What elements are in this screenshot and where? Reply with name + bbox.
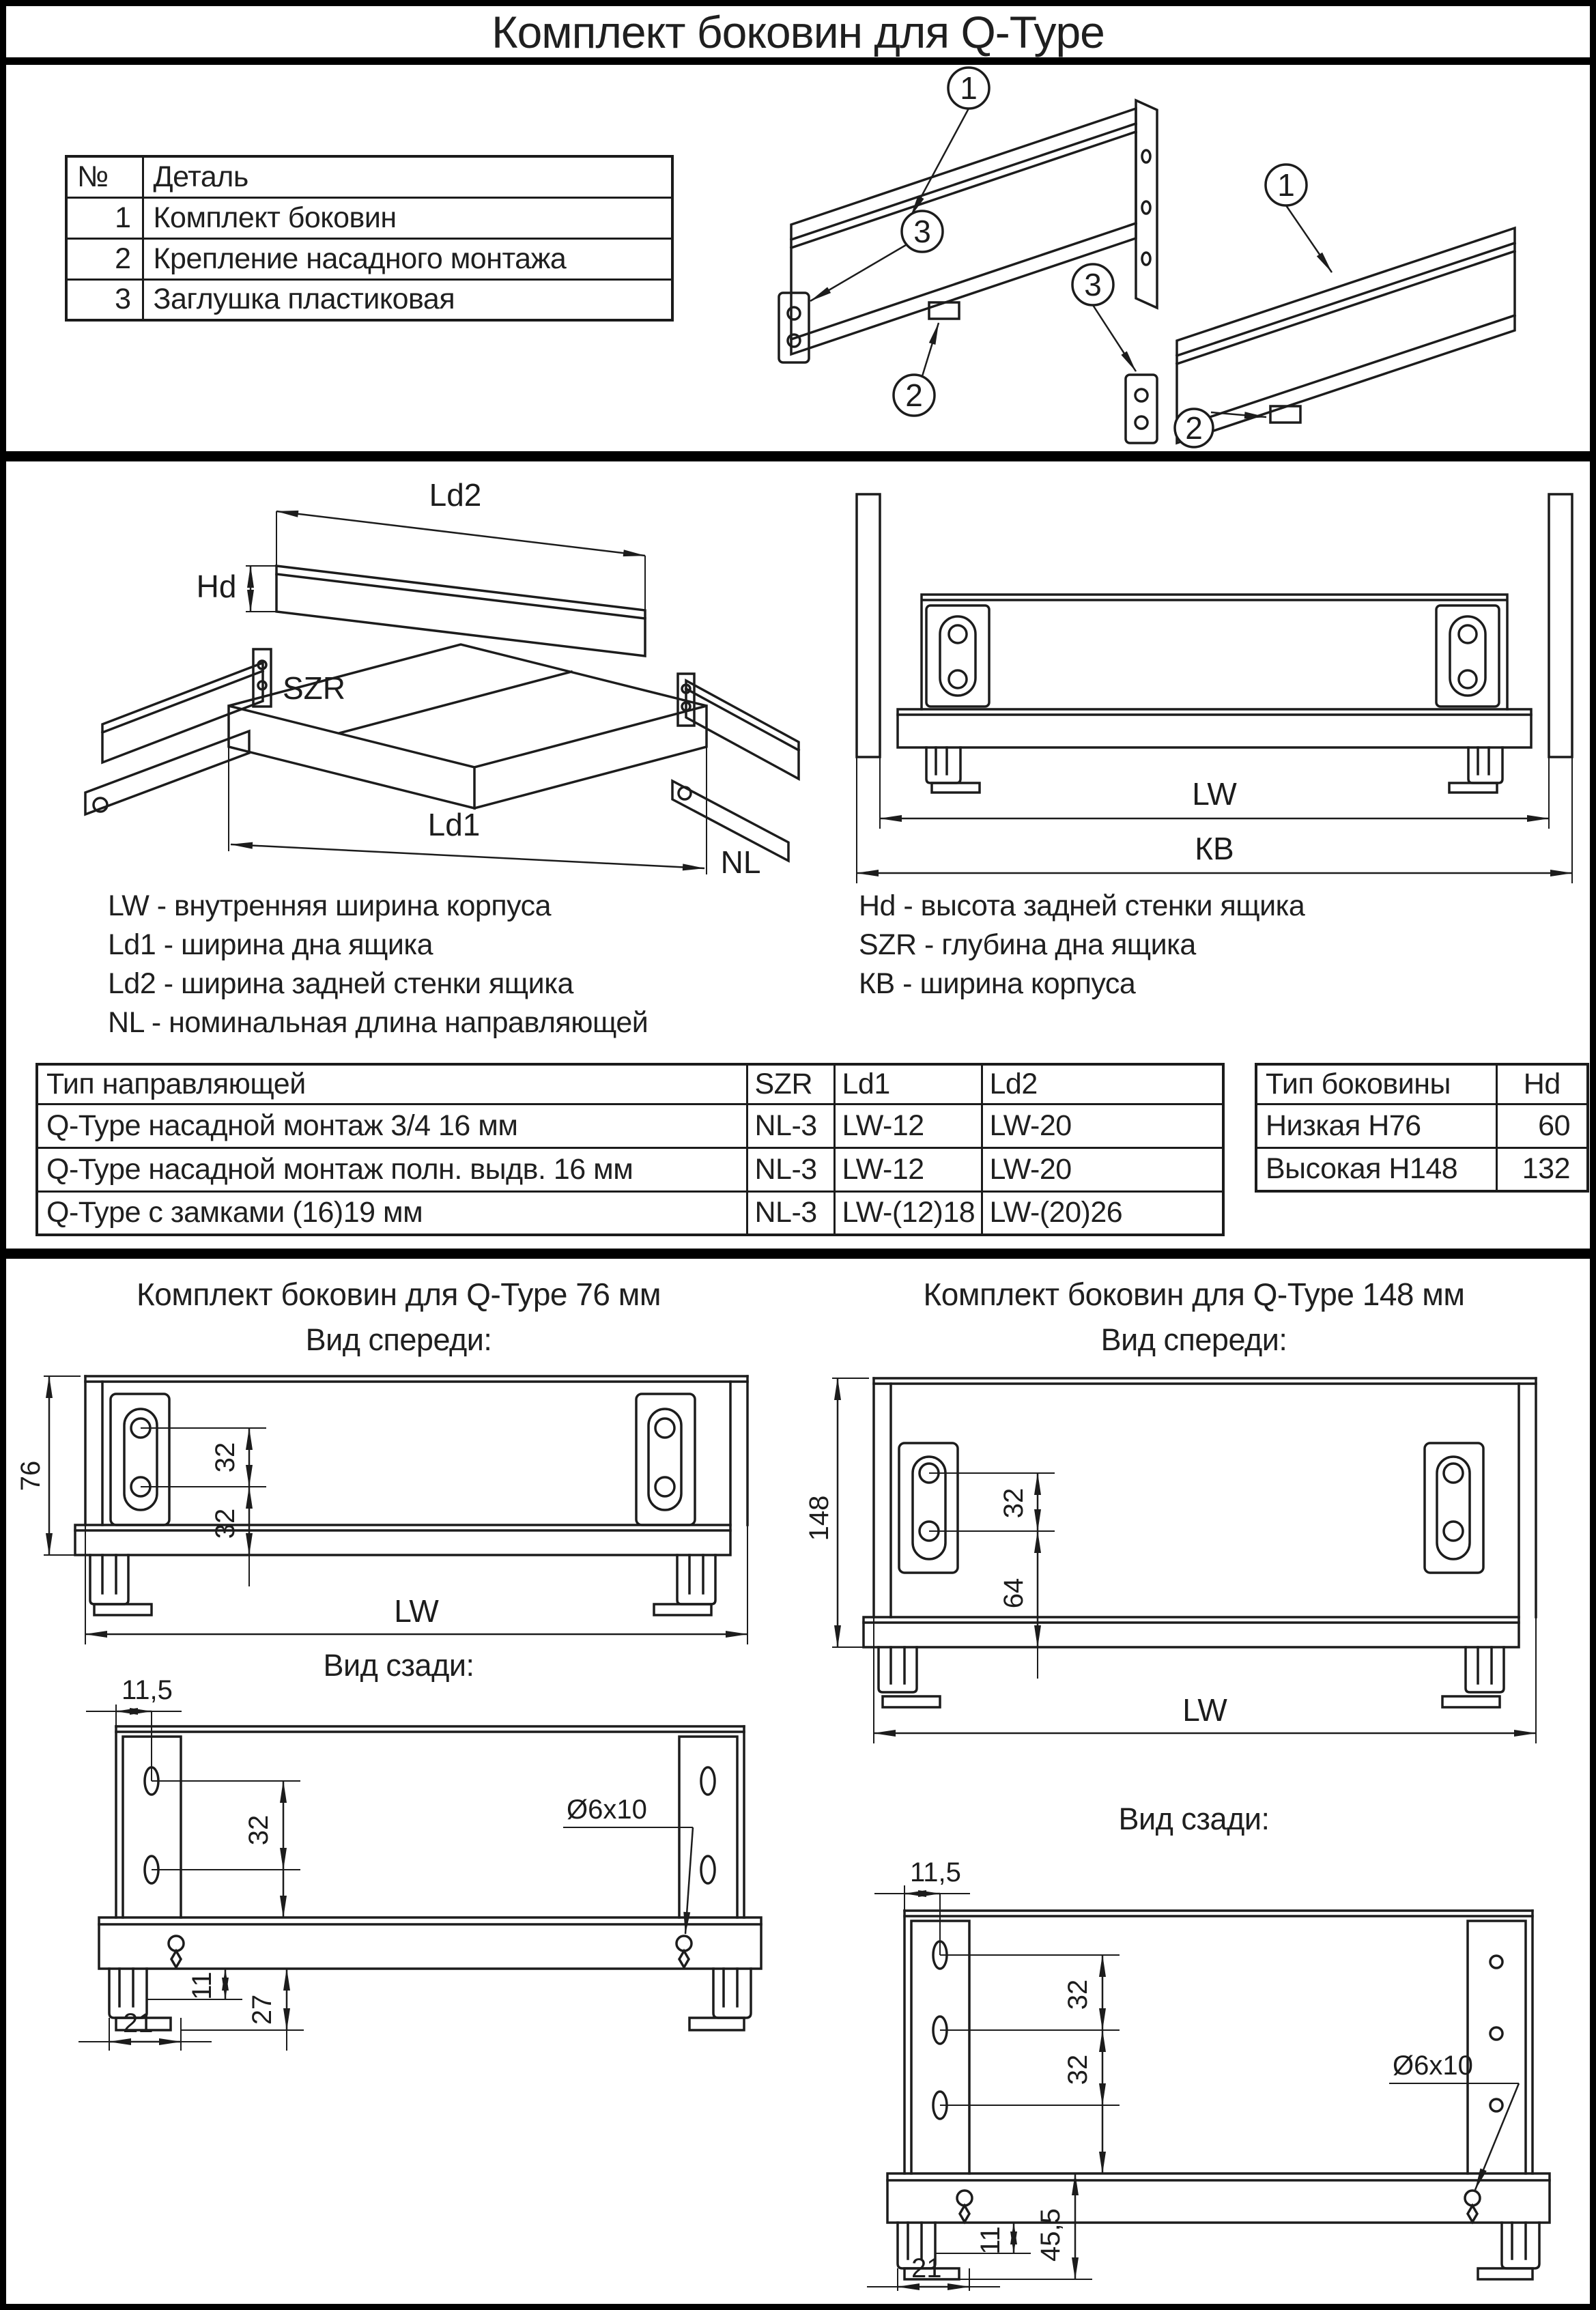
legend-line: Hd - высота задней стенки ящика xyxy=(859,889,1305,922)
rail-ld2: LW-(20)26 xyxy=(982,1191,1223,1235)
svg-text:3: 3 xyxy=(1084,267,1102,302)
section-dimensions xyxy=(6,461,1590,1249)
dim-32a: 32 xyxy=(210,1442,240,1473)
dim-lw: LW xyxy=(1182,1692,1227,1728)
callout-3 xyxy=(810,211,943,301)
legend-line: NL - номинальная длина направляющей xyxy=(108,1006,649,1039)
table-row xyxy=(1256,1064,1588,1104)
parts-table xyxy=(65,155,674,322)
front-view-76 xyxy=(16,1361,785,1662)
table-row xyxy=(66,279,672,320)
dim-11: 11 xyxy=(975,2226,1006,2255)
s76-title: Комплект боковин для Q-Type 76 мм xyxy=(137,1277,661,1312)
cabinet-front-view xyxy=(850,484,1579,902)
dim-115: 11,5 xyxy=(910,1857,961,1887)
legend-line: КВ - ширина корпуса xyxy=(859,967,1136,1000)
rail-ld1: LW-12 xyxy=(834,1104,982,1147)
part-num: 3 xyxy=(66,279,143,320)
parts-col-num: № xyxy=(66,156,143,197)
section-divider xyxy=(6,451,1590,461)
side-type: Низкая H76 xyxy=(1256,1104,1496,1147)
svg-text:1: 1 xyxy=(1277,167,1295,203)
legend-left xyxy=(108,887,648,1042)
dim-11: 11 xyxy=(187,1971,217,2000)
dim-115: 11,5 xyxy=(122,1675,173,1705)
table-row xyxy=(1256,1104,1588,1147)
legend-line: Ld2 - ширина задней стенки ящика xyxy=(108,967,573,1000)
rail-ld2: LW-20 xyxy=(982,1104,1223,1147)
part-name: Комплект боковин xyxy=(143,197,672,238)
rails-col-ld1: Ld1 xyxy=(834,1064,982,1104)
dim-ld2: Ld2 xyxy=(429,477,482,513)
rails-table xyxy=(35,1063,1225,1236)
dim-hole: Ø6x10 xyxy=(567,1795,647,1825)
table-row xyxy=(1256,1147,1588,1191)
rail-type: Q-Type насадной монтаж полн. выдв. 16 мм xyxy=(37,1147,747,1191)
callout-3b xyxy=(1072,264,1136,371)
rail-ld1: LW-12 xyxy=(834,1147,982,1191)
s148-title: Комплект боковин для Q-Type 148 мм xyxy=(923,1277,1465,1312)
rails-col-szr: SZR xyxy=(747,1064,834,1104)
table-row xyxy=(66,156,672,197)
section-divider xyxy=(6,1249,1590,1259)
dim-32b: 32 xyxy=(1063,2054,1093,2085)
sides-table xyxy=(1255,1063,1589,1193)
rail-ld1: LW-(12)18 xyxy=(834,1191,982,1235)
dim-32a: 32 xyxy=(1063,1979,1093,2010)
side-type: Высокая H148 xyxy=(1256,1147,1496,1191)
dim-455: 45,5 xyxy=(1036,2208,1066,2262)
rail-szr: NL-3 xyxy=(747,1191,834,1235)
legend-right xyxy=(859,887,1305,1003)
dim-21: 21 xyxy=(911,2253,942,2283)
panel-outline xyxy=(75,1376,747,1615)
legend-line: LW - внутренняя ширина корпуса xyxy=(108,889,552,922)
legend-line: Ld1 - ширина дна ящика xyxy=(108,928,433,961)
dim-64: 64 xyxy=(999,1578,1029,1609)
svg-text:3: 3 xyxy=(913,214,931,249)
dim-ld1: Ld1 xyxy=(427,807,481,842)
svg-text:2: 2 xyxy=(1185,410,1203,446)
dim-hd: Hd xyxy=(196,569,237,604)
dim-szr: SZR xyxy=(283,670,345,706)
dim-hole: Ø6x10 xyxy=(1393,2051,1473,2081)
sides-col-hd: Hd xyxy=(1496,1064,1588,1104)
back-panel xyxy=(276,566,645,656)
callout-2 xyxy=(894,323,939,416)
s148-rear-label: Вид сзади: xyxy=(1118,1801,1270,1836)
dim-32: 32 xyxy=(999,1487,1029,1519)
page-title: Комплект боковин для Q-Type xyxy=(491,6,1105,57)
svg-text:1: 1 xyxy=(960,70,978,106)
s76-rear-label: Вид сзади: xyxy=(323,1648,474,1683)
drawer-assembly xyxy=(898,595,1531,793)
exploded-view-drawing xyxy=(38,470,806,897)
rail-type: Q-Type с замками (16)19 мм xyxy=(37,1191,747,1235)
s148-front-label: Вид спереди: xyxy=(1100,1322,1287,1357)
table-row xyxy=(37,1147,1223,1191)
dim-kb: КВ xyxy=(1195,831,1234,866)
rails-col-type: Тип направляющей xyxy=(37,1064,747,1104)
rail-szr: NL-3 xyxy=(747,1104,834,1147)
side-panel-left xyxy=(779,100,1157,362)
dim-lw: LW xyxy=(394,1593,439,1629)
part-num: 1 xyxy=(66,197,143,238)
legend-line: SZR - глубина дна ящика xyxy=(859,928,1196,961)
rail-szr: NL-3 xyxy=(747,1147,834,1191)
table-row xyxy=(37,1104,1223,1147)
panel-outline xyxy=(887,1911,1550,2279)
panel-outline xyxy=(864,1378,1536,1707)
dim-32: 32 xyxy=(244,1814,274,1846)
dim-21: 21 xyxy=(123,2008,154,2038)
table-row xyxy=(37,1191,1223,1235)
parts-col-name: Деталь xyxy=(143,156,672,197)
rail-ld2: LW-20 xyxy=(982,1147,1223,1191)
table-row xyxy=(37,1064,1223,1104)
part-name: Крепление насадного монтажа xyxy=(143,238,672,279)
rear-view-148 xyxy=(809,1846,1577,2293)
side-hd: 132 xyxy=(1496,1147,1588,1191)
s76-front-label: Вид спереди: xyxy=(305,1322,492,1357)
table-row xyxy=(66,238,672,279)
dim-32b: 32 xyxy=(210,1508,240,1539)
sides-col-type: Тип боковины xyxy=(1256,1064,1496,1104)
dim-nl: NL xyxy=(720,844,761,880)
rail-type: Q-Type насадной монтаж 3/4 16 мм xyxy=(37,1104,747,1147)
left-rails xyxy=(85,649,271,814)
svg-text:2: 2 xyxy=(905,377,923,413)
side-hd: 60 xyxy=(1496,1104,1588,1147)
table-row xyxy=(66,197,672,238)
title-bar xyxy=(6,6,1590,65)
part-num: 2 xyxy=(66,238,143,279)
callout-1b xyxy=(1266,165,1332,272)
drawer-bottom xyxy=(229,644,707,808)
part-name: Заглушка пластиковая xyxy=(143,279,672,320)
rails-col-ld2: Ld2 xyxy=(982,1064,1223,1104)
section-parts xyxy=(6,65,1590,451)
dim-27: 27 xyxy=(247,1994,277,2025)
section-views xyxy=(6,1259,1590,2296)
dim-148: 148 xyxy=(804,1495,834,1541)
iso-drawing xyxy=(743,68,1590,451)
rear-view-76 xyxy=(20,1675,785,2061)
dim-lw: LW xyxy=(1192,776,1237,812)
dim-76: 76 xyxy=(16,1460,46,1492)
front-view-148 xyxy=(804,1361,1577,1795)
